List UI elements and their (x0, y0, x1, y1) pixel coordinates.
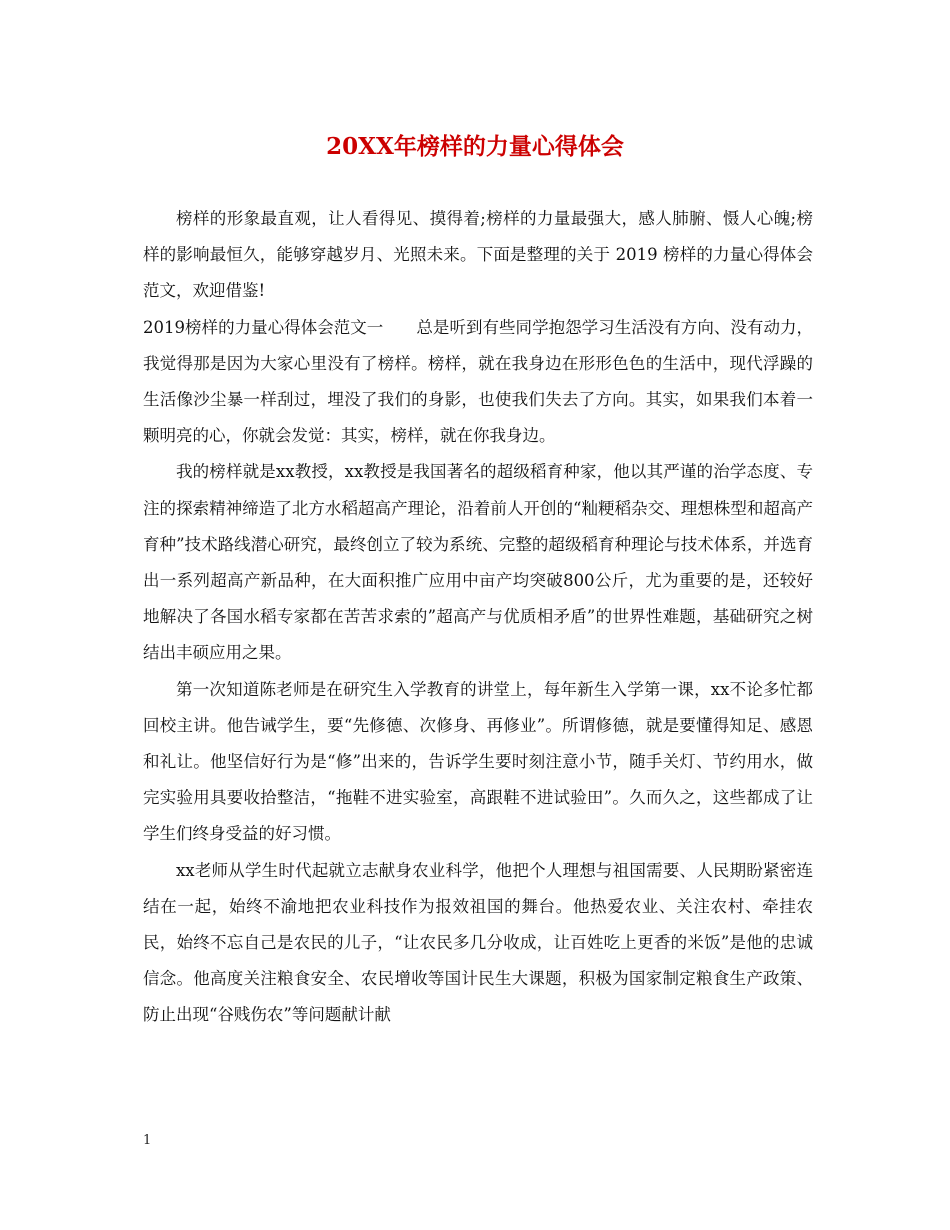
paragraph-first-lesson: 第一次知道陈老师是在研究生入学教育的讲堂上，每年新生入学第一课，xx不论多忙都回校主讲。他告诫学生，要“先修德、次修身、再修业”。所谓修德，就是要懂得知足、感恩和礼让。他坚信好行为是“修”出来的，告诉学生要时刻注意小节，随手关灯、节约用水，做完实验用具要收拾整洁，“拖鞋不进实验室，高跟鞋不进试验田”。久而久之，这些都成了让学生们终身受益的好习惯。 (143, 679, 813, 844)
paragraph-essay-one-opening: 2019榜样的力量心得体会范文一 总是听到有些同学抱怨学习生活没有方向、没有动力，我觉得那是因为大家心里没有了榜样。榜样，就在我身边在形形色色的生活中，现代浮躁的生活像沙尘暴一样刮过，埋没了我们的身影，也使我们失去了方向。其实，如果我们本着一颗明亮的心，你就会发觉：其实，榜样，就在你我身边。 (143, 317, 813, 446)
document-body (143, 201, 813, 1034)
page-number: 1 (143, 1133, 152, 1148)
paragraph-intro: 榜样的形象最直观，让人看得见、摸得着;榜样的力量最强大，感人肺腑、慑人心魄;榜样的影响最恒久，能够穿越岁月、光照未来。下面是整理的关于 2019 榜样的力量心得体会范文，欢迎借鉴! (143, 209, 813, 301)
document-title: 20XX年榜样的力量心得体会 (326, 133, 624, 160)
paragraph-role-model-professor: 我的榜样就是xx教授，xx教授是我国著名的超级稻育种家，他以其严谨的治学态度、专注的探索精神缔造了北方水稻超高产理论，沿着前人开创的“籼粳稻杂交、理想株型和超高产育种”技术路线潜心研究，最终创立了较为系统、完整的超级稻育种理论与技术体系，并选育出一系列超高产新品种，在大面积推广应用中亩产均突破800公斤，尤为重要的是，还较好地解决了各国水稻专家都在苦苦求索的”超高产与优质相矛盾”的世界性难题，基础研究之树结出丰硕应用之果。 (143, 462, 813, 663)
paragraph-agriculture-devotion: xx老师从学生时代起就立志献身农业科学，他把个人理想与祖国需要、人民期盼紧密连结在一起，始终不渝地把农业科技作为报效祖国的舞台。他热爱农业、关注农村、牵挂农民，始终不忘自己是农民的儿子，“让农民多几分收成，让百姓吃上更香的米饭”是他的忠诚信念。他高度关注粮食安全、农民增收等国计民生大课题，积极为国家制定粮食生产政策、防止出现“谷贱伤农”等问题献计献 (143, 860, 813, 1025)
